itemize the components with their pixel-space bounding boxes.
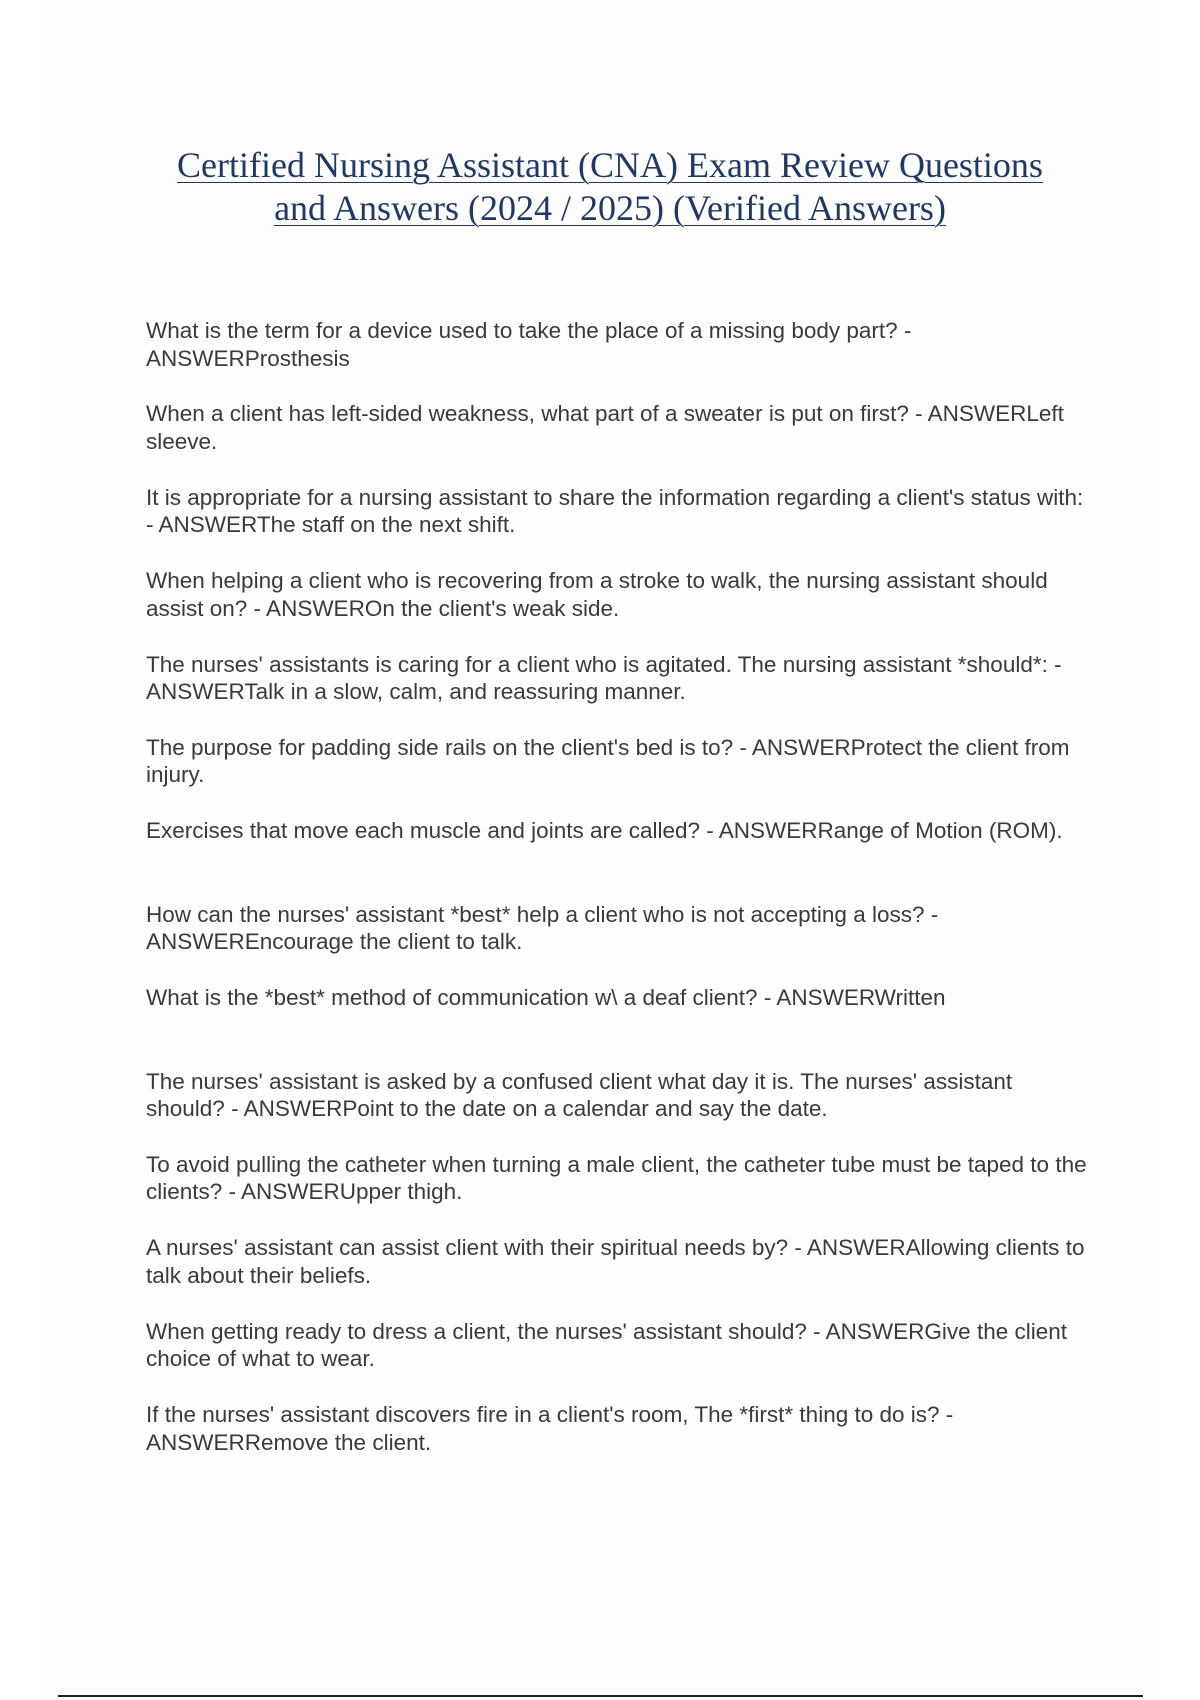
qa-item-2: When a client has left-sided weakness, what part of a sweater is put on first? - ANSWERLeft sleeve. (146, 401, 1064, 454)
qa-list (146, 317, 1096, 1484)
document-title-line-1: Certified Nursing Assistant (CNA) Exam Review Questions (177, 145, 1043, 185)
document-title (120, 144, 1100, 230)
qa-item-1: What is the term for a device used to take the place of a missing body part? - ANSWERProsthesis (146, 318, 912, 371)
qa-item-9: What is the *best* method of communication w\ a deaf client? - ANSWERWritten (146, 985, 946, 1011)
document-title-line-2: and Answers (2024 / 2025) (Verified Answers) (274, 188, 946, 228)
footer-divider (58, 1695, 1143, 1697)
qa-item-12: A nurses' assistant can assist client with their spiritual needs by? - ANSWERAllowing clients to talk about their beliefs. (146, 1235, 1085, 1288)
qa-item-8: How can the nurses' assistant *best* help a client who is not accepting a loss? - ANSWEREncourage the client to talk. (146, 901, 939, 955)
qa-item-10: The nurses' assistant is asked by a confused client what day it is. The nurses' assistant should? - ANSWERPoint to the date on a calendar and say the date. (146, 1068, 1013, 1122)
qa-item-3: It is appropriate for a nursing assistant to share the information regarding a client's status with: - ANSWERThe staff on the next shift. (146, 484, 1084, 538)
qa-item-14: If the nurses' assistant discovers fire in a client's room, The *first* thing to do is? - ANSWERRemove the client. (146, 1402, 954, 1455)
qa-item-6: The purpose for padding side rails on the client's bed is to? - ANSWERProtect the client from injury. (146, 734, 1070, 788)
qa-item-5: The nurses' assistants is caring for a client who is agitated. The nursing assistant *should*: - ANSWERTalk in a slow, calm, and reassuring manner. (146, 651, 1062, 705)
qa-item-4: When helping a client who is recovering from a stroke to walk, the nursing assistant should assist on? - ANSWEROn the client's weak side. (146, 568, 1048, 621)
qa-item-7: Exercises that move each muscle and joints are called? - ANSWERRange of Motion (ROM). (146, 818, 1063, 844)
qa-item-13: When getting ready to dress a client, the nurses' assistant should? - ANSWERGive the client choice of what to wear. (146, 1318, 1067, 1372)
qa-item-11: To avoid pulling the catheter when turning a male client, the catheter tube must be taped to the clients? - ANSWERUpper thigh. (146, 1151, 1087, 1205)
